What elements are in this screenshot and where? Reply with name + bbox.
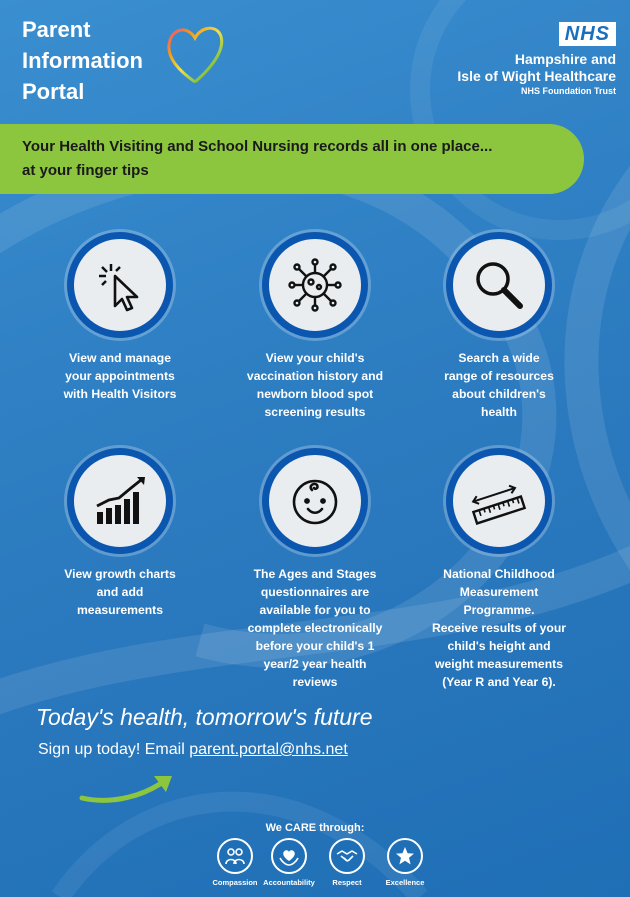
value-label: Accountability [263,878,315,887]
value-excellence [370,838,440,887]
trust-name: NHS Foundation Trust [521,86,616,96]
feature-circle [262,232,368,338]
portal-title-line: Portal [22,79,85,104]
banner-line: at your finger tips [22,162,149,179]
values-heading: We CARE through: [265,822,365,834]
org-name-line: Hampshire and [514,51,616,67]
feature-circle [67,232,173,338]
feature-appointments [25,232,215,403]
signup-line [38,741,348,759]
feature-circle [262,448,368,554]
ruler-icon [470,472,528,530]
feature-growth-charts [25,448,215,619]
signup-email-link[interactable]: parent.portal@nhs.net [189,741,348,758]
portal-title-line: Information [22,48,143,73]
feature-text: View your child's vaccination history and newborn blood spot screening results [246,351,384,419]
value-circle [217,838,253,874]
magnifier-icon [470,256,528,314]
nhs-branding [457,22,616,97]
feature-text: View growth charts and add measurements [64,567,176,617]
feature-text: National Childhood Measurement Programme. Receive results of your child's height and weight measurements (Year R and Year 6). [431,567,567,689]
star-icon [393,844,417,868]
portal-title-line: Parent [22,17,91,42]
portal-title [22,14,143,107]
green-arrow-icon [78,770,178,806]
feature-vaccinations [220,232,410,421]
rainbow-heart-icon [164,22,226,88]
value-circle [329,838,365,874]
heart-hands-icon [277,844,301,868]
value-label: Excellence [385,878,425,887]
feature-circle [67,448,173,554]
feature-ages-stages [220,448,410,691]
growth-chart-icon [91,472,149,530]
org-name-line: Isle of Wight Healthcare [457,68,616,84]
signup-prefix: Sign up today! Email [38,741,190,758]
cursor-click-icon [91,256,149,314]
people-icon [223,844,247,868]
tagline: Today's health, tomorrow's future [36,704,373,730]
feature-text: Search a wide range of resources about children's health [444,351,554,419]
handshake-icon [335,844,359,868]
value-circle [387,838,423,874]
feature-measurement-programme [404,448,594,691]
baby-face-icon [286,472,344,530]
feature-text: The Ages and Stages questionnaires are available for you to complete electronically before your child's 1 year/2 year health reviews [247,567,383,689]
values-row [200,838,430,896]
feature-circle [446,232,552,338]
feature-circle [446,448,552,554]
value-circle [271,838,307,874]
value-label: Compassion [212,878,258,887]
feature-text: View and manage your appointments with Health Visitors [63,351,177,401]
headline-banner [0,124,584,194]
feature-resources [404,232,594,421]
nhs-logo: NHS [559,22,616,46]
value-label: Respect [332,878,362,887]
virus-icon [286,256,344,314]
banner-line: Your Health Visiting and School Nursing records all in one place... [22,138,493,155]
